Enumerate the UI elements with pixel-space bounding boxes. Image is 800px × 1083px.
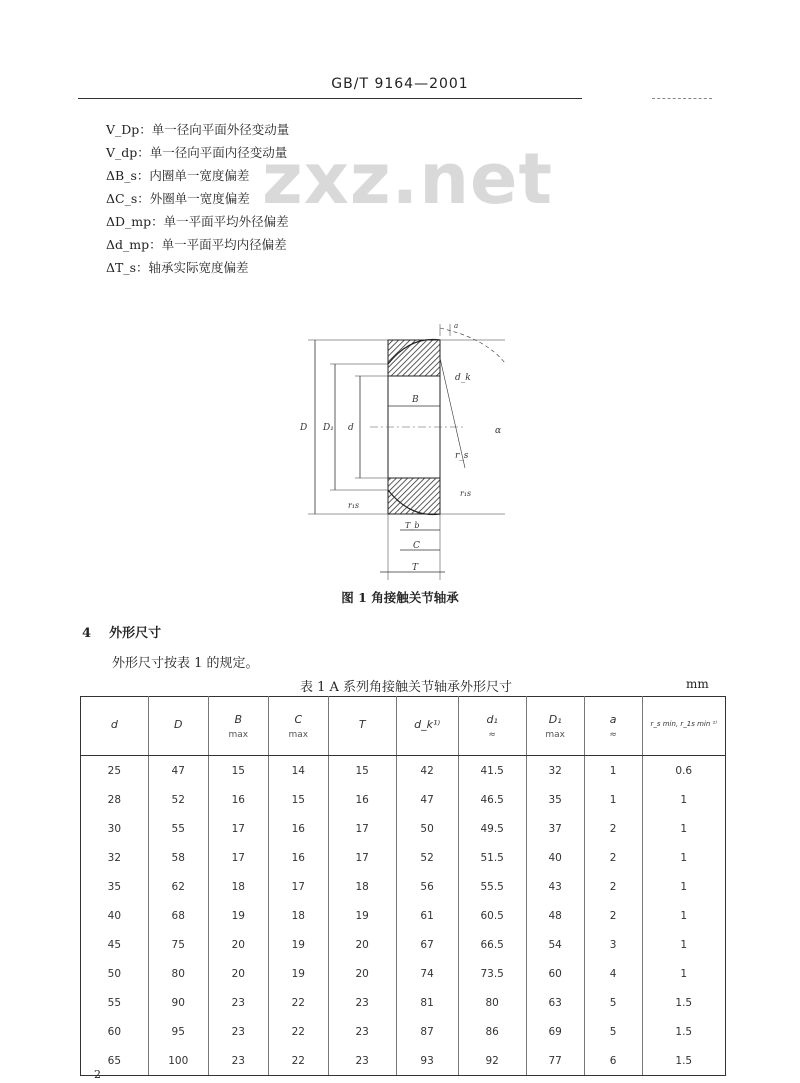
- col-header: C max: [268, 697, 328, 756]
- col-header: d₁ ≈: [458, 697, 526, 756]
- table-cell: 23: [208, 1017, 268, 1046]
- col-header: T: [328, 697, 396, 756]
- table-cell: 5: [584, 1017, 642, 1046]
- table-cell: 23: [328, 1046, 396, 1076]
- definition-line: V_dp：单一径向平面内径变动量: [106, 145, 288, 160]
- table-cell: 87: [396, 1017, 458, 1046]
- table-cell: 3: [584, 930, 642, 959]
- table-cell: 1: [642, 843, 725, 872]
- table-cell: 58: [148, 843, 208, 872]
- table-cell: 32: [526, 756, 584, 786]
- label-D: D: [300, 423, 308, 433]
- section-heading: [82, 622, 161, 641]
- figure-caption: 图 1 角接触关节轴承: [341, 590, 459, 605]
- table-cell: 19: [208, 901, 268, 930]
- table-cell: 42: [396, 756, 458, 786]
- table-cell: 74: [396, 959, 458, 988]
- table-cell: 1: [642, 814, 725, 843]
- table-cell: 23: [328, 1017, 396, 1046]
- table-cell: 1: [642, 930, 725, 959]
- table-cell: 60: [81, 1017, 149, 1046]
- table-cell: 1: [642, 872, 725, 901]
- table-row: [81, 814, 726, 843]
- definition-line: ΔB_s：内圈单一宽度偏差: [106, 168, 250, 183]
- table-cell: 80: [148, 959, 208, 988]
- table-caption: 表 1 A 系列角接触关节轴承外形尺寸: [300, 680, 513, 695]
- table-cell: 61: [396, 901, 458, 930]
- col-header: B max: [208, 697, 268, 756]
- table-cell: 30: [81, 814, 149, 843]
- table-cell: 18: [328, 872, 396, 901]
- table-cell: 1: [584, 756, 642, 786]
- table-cell: 1: [642, 959, 725, 988]
- label-Tb: T_b: [405, 521, 420, 530]
- table-cell: 23: [208, 1046, 268, 1076]
- table-cell: 4: [584, 959, 642, 988]
- table-cell: 15: [268, 785, 328, 814]
- header-rule: [78, 98, 582, 99]
- definition-line: ΔC_s：外圈单一宽度偏差: [106, 191, 250, 206]
- table-row: [81, 930, 726, 959]
- table-cell: 2: [584, 843, 642, 872]
- table-cell: 52: [396, 843, 458, 872]
- table-cell: 86: [458, 1017, 526, 1046]
- table-cell: 40: [526, 843, 584, 872]
- table-cell: 32: [81, 843, 149, 872]
- table-cell: 68: [148, 901, 208, 930]
- table-cell: 22: [268, 1046, 328, 1076]
- table-cell: 67: [396, 930, 458, 959]
- table-cell: 93: [396, 1046, 458, 1076]
- table-cell: 69: [526, 1017, 584, 1046]
- symbol-definitions: [106, 118, 289, 279]
- table-cell: 43: [526, 872, 584, 901]
- table-cell: 22: [268, 988, 328, 1017]
- table-cell: 28: [81, 785, 149, 814]
- table-cell: 17: [328, 814, 396, 843]
- table-cell: 80: [458, 988, 526, 1017]
- table-cell: 2: [584, 872, 642, 901]
- table-row: [81, 1017, 726, 1046]
- table-cell: 50: [396, 814, 458, 843]
- table-cell: 51.5: [458, 843, 526, 872]
- col-header: D₁ max: [526, 697, 584, 756]
- table-cell: 50: [81, 959, 149, 988]
- table-cell: 5: [584, 988, 642, 1017]
- table-cell: 22: [268, 1017, 328, 1046]
- table-cell: 16: [268, 814, 328, 843]
- table-cell: 20: [208, 930, 268, 959]
- table-cell: 63: [526, 988, 584, 1017]
- table-cell: 47: [148, 756, 208, 786]
- page-header: GB/T 9164—2001: [331, 76, 469, 92]
- header-rule-right: [652, 98, 712, 99]
- table-cell: 17: [268, 872, 328, 901]
- table-row: [81, 785, 726, 814]
- table-cell: 41.5: [458, 756, 526, 786]
- definition-line: ΔD_mp：单一平面平均外径偏差: [106, 214, 289, 229]
- table-cell: 1: [584, 785, 642, 814]
- table-cell: 37: [526, 814, 584, 843]
- col-header: d: [81, 697, 149, 756]
- table-cell: 20: [328, 959, 396, 988]
- table-cell: 55.5: [458, 872, 526, 901]
- table-cell: 20: [208, 959, 268, 988]
- table-cell: 1: [642, 785, 725, 814]
- col-header: d_k¹⁾: [396, 697, 458, 756]
- table-cell: 40: [81, 901, 149, 930]
- label-d: d: [348, 423, 354, 433]
- table-cell: 1: [642, 901, 725, 930]
- table-cell: 60.5: [458, 901, 526, 930]
- table-cell: 66.5: [458, 930, 526, 959]
- table-cell: 14: [268, 756, 328, 786]
- section-title: 外形尺寸: [109, 626, 162, 641]
- table-cell: 100: [148, 1046, 208, 1076]
- table-cell: 92: [458, 1046, 526, 1076]
- col-header: D: [148, 697, 208, 756]
- table-row: [81, 988, 726, 1017]
- table-cell: 19: [268, 930, 328, 959]
- table-cell: 47: [396, 785, 458, 814]
- table-cell: 0.6: [642, 756, 725, 786]
- table-cell: 16: [268, 843, 328, 872]
- table-row: [81, 959, 726, 988]
- table-cell: 25: [81, 756, 149, 786]
- table-header-row: [81, 697, 726, 756]
- table-cell: 54: [526, 930, 584, 959]
- table-row: [81, 756, 726, 786]
- table-cell: 15: [208, 756, 268, 786]
- table-cell: 16: [328, 785, 396, 814]
- table-cell: 35: [81, 872, 149, 901]
- bearing-drawing: [290, 318, 520, 588]
- table-cell: 17: [328, 843, 396, 872]
- label-C: C: [413, 541, 420, 551]
- table-cell: 1.5: [642, 1046, 725, 1076]
- col-header: r_s min, r_1s min ²⁾: [642, 697, 725, 756]
- page-number: 2: [94, 1068, 101, 1081]
- table-cell: 46.5: [458, 785, 526, 814]
- table-cell: 18: [208, 872, 268, 901]
- label-T: T: [412, 563, 419, 573]
- table-cell: 81: [396, 988, 458, 1017]
- table-cell: 20: [328, 930, 396, 959]
- table-cell: 1.5: [642, 988, 725, 1017]
- table-row: [81, 901, 726, 930]
- table-cell: 52: [148, 785, 208, 814]
- table-cell: 49.5: [458, 814, 526, 843]
- table-cell: 35: [526, 785, 584, 814]
- table-cell: 1.5: [642, 1017, 725, 1046]
- table-cell: 56: [396, 872, 458, 901]
- table-cell: 16: [208, 785, 268, 814]
- label-dk: d_k: [455, 373, 471, 383]
- table-cell: 62: [148, 872, 208, 901]
- table-cell: 19: [328, 901, 396, 930]
- table-cell: 75: [148, 930, 208, 959]
- table-cell: 2: [584, 814, 642, 843]
- table-cell: 23: [328, 988, 396, 1017]
- table-cell: 17: [208, 843, 268, 872]
- dimensions-table: [80, 696, 726, 1076]
- label-rs: r_s: [455, 451, 469, 461]
- table-cell: 15: [328, 756, 396, 786]
- definition-line: V_Dp：单一径向平面外径变动量: [106, 122, 290, 137]
- section-paragraph: 外形尺寸按表 1 的规定。: [112, 656, 259, 671]
- table-unit: mm: [686, 677, 709, 691]
- definition-line: Δd_mp：单一平面平均内径偏差: [106, 237, 287, 252]
- definition-line: ΔT_s：轴承实际宽度偏差: [106, 260, 249, 275]
- watermark: zxz.net: [262, 138, 553, 220]
- table-row: [81, 843, 726, 872]
- table-cell: 17: [208, 814, 268, 843]
- table-cell: 65: [81, 1046, 149, 1076]
- table-cell: 73.5: [458, 959, 526, 988]
- table-cell: 48: [526, 901, 584, 930]
- table-cell: 55: [148, 814, 208, 843]
- label-r1s: r₁s: [460, 489, 472, 498]
- table-cell: 60: [526, 959, 584, 988]
- table-cell: 45: [81, 930, 149, 959]
- table-cell: 55: [81, 988, 149, 1017]
- col-header: a ≈: [584, 697, 642, 756]
- label-B: B: [412, 395, 419, 405]
- label-D1: D₁: [323, 423, 334, 433]
- table-cell: 90: [148, 988, 208, 1017]
- table-row: [81, 872, 726, 901]
- table-cell: 6: [584, 1046, 642, 1076]
- table-cell: 23: [208, 988, 268, 1017]
- table-row: [81, 1046, 726, 1076]
- label-r1s-left: r₁s: [348, 501, 360, 510]
- table-cell: 18: [268, 901, 328, 930]
- table-cell: 77: [526, 1046, 584, 1076]
- label-alpha: α: [495, 426, 502, 436]
- table-cell: 95: [148, 1017, 208, 1046]
- section-number: 4: [82, 626, 92, 641]
- table-cell: 2: [584, 901, 642, 930]
- label-a: a: [454, 322, 459, 330]
- table-cell: 19: [268, 959, 328, 988]
